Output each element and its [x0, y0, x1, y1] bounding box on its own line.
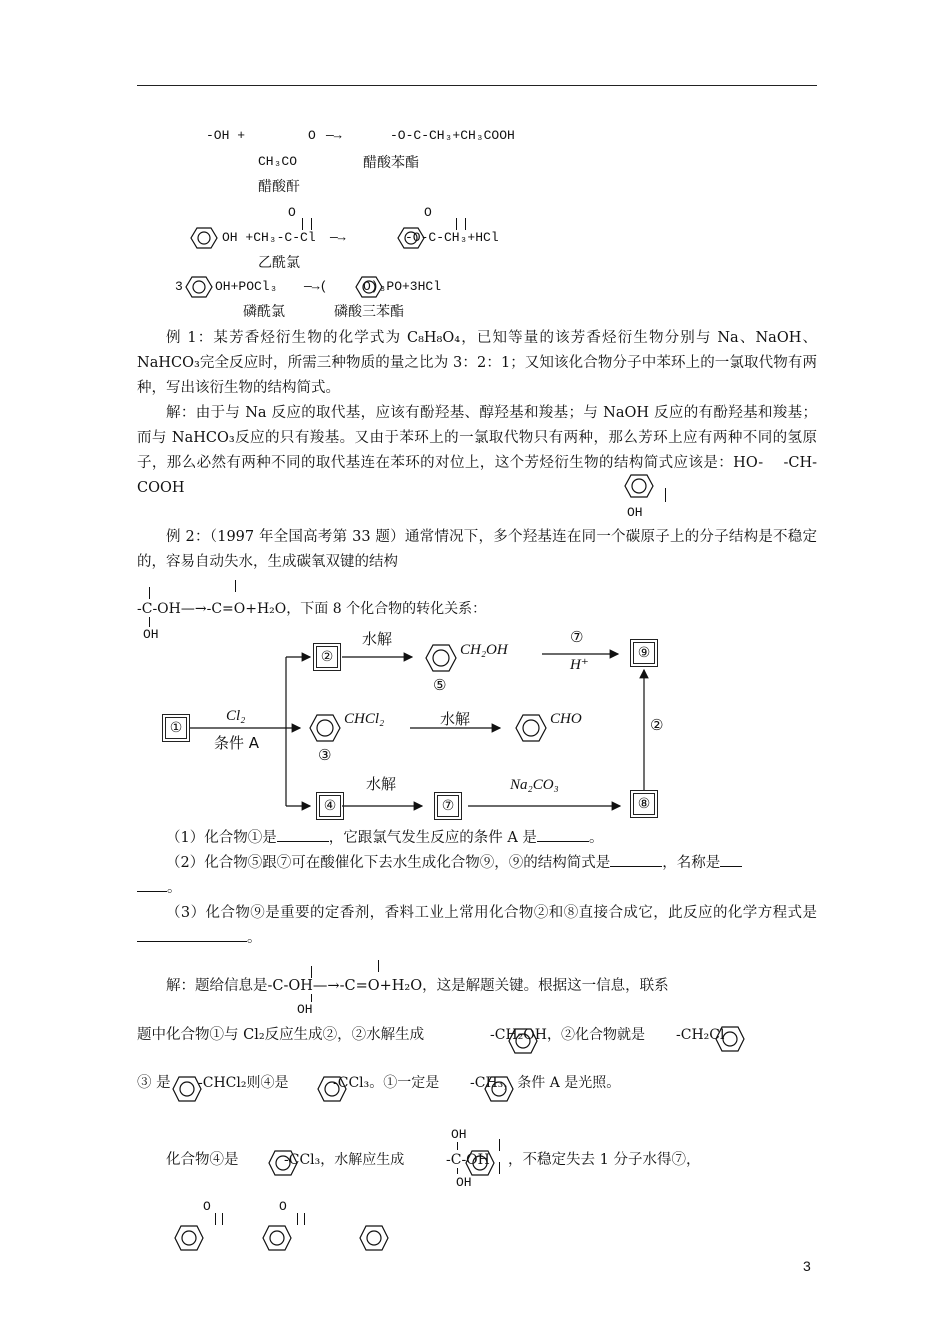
- solution-line-4c: -C-OH: [446, 1152, 490, 1168]
- r2-dbl-bond-1: [302, 218, 312, 230]
- answer-blank[interactable]: [137, 927, 247, 942]
- benzene-ring-icon: [185, 276, 213, 298]
- r1-reagent-name: 醋酸酐: [258, 179, 300, 195]
- r2-arrow: —→: [330, 230, 346, 245]
- label-reagent-2: ②: [650, 716, 664, 734]
- label-condition-a: 条件 A: [214, 734, 260, 752]
- label-ch2oh: CH₂OH: [460, 642, 508, 658]
- bond-line: [457, 1142, 458, 1150]
- page-number: 3: [803, 1258, 811, 1274]
- benzene-ring-icon: [715, 1026, 745, 1052]
- benzene-ring-icon: [359, 1225, 389, 1251]
- solution-line-4d: ，不稳定失去 1 分子水得⑦，: [508, 1152, 701, 1168]
- bond-line: [235, 580, 236, 592]
- r3-product-name: 磷酸三苯酯: [334, 304, 404, 320]
- r2-rhs: -O-C-CH₃+HCl: [405, 230, 499, 245]
- solution-line-3c: -CCl₃。①一定是: [333, 1075, 440, 1091]
- r1-reagent: CH₃CO: [258, 154, 298, 169]
- example1-oh: OH: [627, 505, 643, 520]
- label-reagent-7: ⑦: [570, 628, 584, 646]
- question-2: （2）化合物⑤跟⑦可在酸催化下去水生成化合物⑨，⑨的结构简式是 ，名称是: [166, 852, 742, 872]
- solution-line-3a: ③ 是: [137, 1075, 171, 1091]
- benzene-ring-icon: [309, 714, 341, 742]
- solution-line-3b: -CHCl₂则④是: [198, 1075, 289, 1091]
- solution-line-2b: -CH₂OH，②化合物就是: [490, 1027, 645, 1043]
- label-hydrolysis-1: 水解: [362, 630, 393, 648]
- r2-reagent-name: 乙酰氯: [258, 255, 300, 271]
- solution-o2: O: [279, 1199, 287, 1214]
- node-1: ①: [162, 714, 190, 742]
- example1-question: 例 1：某芳香烃衍生物的化学式为 C₈H₈O₄，已知等量的该芳香烃衍生物分别与 Na、NaOH、NaHCO₃完全反应时，所需三种物质的量之比为 3：2：1；又知该化合物分子中苯环上的一氯取代物有两种，写出该衍生物的结构简式。: [137, 330, 817, 396]
- label-cho: CHO: [550, 711, 582, 727]
- r1-lhs: -OH +: [206, 128, 246, 143]
- bond-line: [149, 617, 150, 627]
- label-cl2: Cl₂: [226, 708, 246, 724]
- solution-oh-bottom: OH: [456, 1175, 472, 1190]
- solution-line-4b: -CCl₃，水解应生成: [284, 1152, 405, 1168]
- r3-coef: 3: [175, 279, 183, 294]
- benzene-ring-icon: [262, 1225, 292, 1251]
- label-chcl2: CHCl₂: [344, 711, 385, 727]
- r3-arrow: —→(: [304, 279, 328, 294]
- label-node-3: ③: [318, 746, 332, 764]
- answer-blank[interactable]: [720, 852, 742, 867]
- answer-blank[interactable]: [137, 877, 167, 892]
- bond-line: [149, 587, 150, 599]
- dbl-bond: [215, 1213, 223, 1225]
- bond-line: [665, 488, 666, 502]
- node-7: ⑦: [434, 792, 462, 820]
- r1-product-name: 醋酸苯酯: [363, 155, 419, 171]
- example2-question: 例 2：（1997 年全国高考第 33 题）通常情况下，多个羟基连在同一个碳原子上的分子结构是不稳定的，容易自动失水，生成碳氧双键的结构: [137, 529, 817, 570]
- benzene-ring-icon: [190, 227, 218, 249]
- r2-dbl-bond-2: [456, 218, 466, 230]
- bond-line: [457, 1168, 458, 1174]
- question-1: （1）化合物①是 ，它跟氯气发生反应的条件 A 是 。: [166, 827, 603, 847]
- r3-lhs: OH+POCl₃: [215, 279, 278, 294]
- node-4: ④: [316, 792, 344, 820]
- r2-lhs: OH +CH₃-C-Cl: [222, 230, 316, 245]
- benzene-ring-icon: [515, 714, 547, 742]
- header-rule: [137, 85, 817, 86]
- dbl-bond: [297, 1213, 305, 1225]
- node-9: ⑨: [630, 639, 658, 667]
- solution-line-4a: 化合物④是: [166, 1152, 239, 1168]
- bond-line: [311, 994, 312, 1002]
- bond-line: [499, 1139, 500, 1151]
- solution-line-1: 解：题给信息是-C-OH—→-C=O+H₂O，这是解题关键。根据这一信息，联系: [166, 978, 669, 994]
- benzene-ring-icon: [425, 644, 457, 672]
- answer-blank[interactable]: [537, 827, 589, 842]
- r3-reagent-name: 磷酰氯: [243, 304, 285, 320]
- r1-rhs: -O-C-CH₃+CH₃COOH: [390, 128, 515, 143]
- example1-answer: 解：由于与 Na 反应的取代基，应该有酚羟基、醇羟基和羧基；与 NaOH 反应的有酚羟基和羧基；而与 NaHCO₃反应的只有羧基。又由于苯环上的一氯取代物只有两种，那么芳环上应有两种不同的氢原子，那么必然有两种不同的取代基连在苯环的对位上，这个芳烃衍生物的结构简式应该是：HO- -CH-COOH: [137, 405, 817, 496]
- solution-o1: O: [203, 1199, 211, 1214]
- r3-rhs: O)₃PO+3HCl: [363, 279, 442, 294]
- solution-line-3d: -CH₃，条件 A 是光照。: [470, 1075, 621, 1091]
- label-node-5: ⑤: [433, 676, 447, 694]
- label-hydrolysis-3: 水解: [366, 775, 397, 793]
- scheme-arrows: [150, 630, 690, 820]
- question-3: （3）化合物⑨是重要的定香剂，香料工业上常用化合物②和⑧直接合成它，此反应的化学方程式是。: [137, 901, 817, 951]
- benzene-ring-icon: [624, 474, 654, 498]
- label-hydrolysis-2: 水解: [440, 710, 471, 728]
- example2-equation: -C-OH—→-C=O+H₂O，下面 8 个化合物的转化关系：: [137, 601, 487, 617]
- benzene-ring-icon: [174, 1225, 204, 1251]
- r2-o2: O: [424, 205, 432, 220]
- solution-oh-top: OH: [451, 1127, 467, 1142]
- bond-line: [378, 960, 379, 972]
- r1-o: O: [308, 128, 316, 143]
- label-na2co3: Na₂CO₃: [510, 777, 559, 793]
- solution-line-2a: 题中化合物①与 Cl₂反应生成②，②水解生成: [137, 1027, 425, 1043]
- example2-oh: OH: [143, 627, 159, 642]
- question-2-cont: 。: [137, 877, 182, 897]
- bond-line: [499, 1162, 500, 1174]
- answer-blank[interactable]: [277, 827, 329, 842]
- r1-arrow: —→: [326, 128, 342, 143]
- solution-line-2c: -CH₂Cl: [676, 1027, 725, 1043]
- label-hplus: H⁺: [570, 657, 589, 673]
- answer-blank[interactable]: [610, 852, 662, 867]
- solution-oh: OH: [297, 1002, 313, 1017]
- node-2: ②: [313, 643, 341, 671]
- node-8: ⑧: [630, 790, 658, 818]
- r2-o1: O: [288, 205, 296, 220]
